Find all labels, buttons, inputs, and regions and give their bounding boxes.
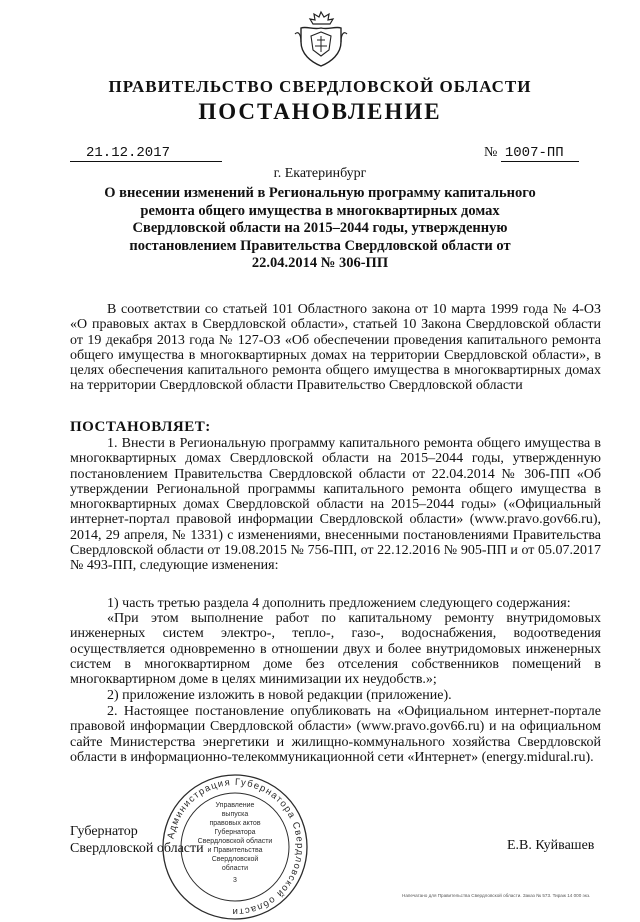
signatory-name: Е.В. Куйвашев xyxy=(507,838,595,853)
stamp-line: выпуска xyxy=(221,811,249,818)
stamp-number: 3 xyxy=(233,877,237,884)
print-footnote: Напечатано для Правительства Свердловской области. Заказ № 573. Тираж 14 000 экз. xyxy=(402,893,591,898)
stamp-line: области xyxy=(221,865,249,872)
stamp-line: Свердловской xyxy=(211,856,259,863)
stamp-line: правовых актов xyxy=(209,820,261,827)
issuer-heading: ПРАВИТЕЛЬСТВО СВЕРДЛОВСКОЙ ОБЛАСТИ xyxy=(108,77,532,96)
signatory-role-line2: Свердловской области xyxy=(70,841,204,856)
item-1-paragraph: 1. Внести в Региональную программу капитального ремонта общего имущества в многоквартирных домах Свердловской области на 2015–2044 годы, утвержденную постановлением Правительства Свердловской области от 22.04.2014 № 306-ПП «Об утверждении Региональной программы капитального ремонта общего имущества в многоквартирных домах Свердловской области на 2015–2044 годы» («Официальный интернет-портал правовой информации Свердловской области» (www.pravo.gov66.ru), 2014, 29 апреля, № 1331) с изменениями, внесенными постановлениями Правительства Свердловской области от 19.08.2015 № 756-ПП, от 22.12.2016 № 905-ПП и от 05.07.2017 № 493-ПП, следующие изменения: xyxy=(70,436,601,574)
number-sign: № xyxy=(484,145,498,160)
item-1-1-paragraph: 1) часть третью раздела 4 дополнить предложением следующего содержания: xyxy=(107,596,571,611)
number-value: 1007-ПП xyxy=(501,145,579,162)
official-stamp xyxy=(160,772,310,922)
document-title: О внесении изменений в Региональную программу капитального ремонта общего имущества в многоквартирных домах Свердловской области на 2015–2044 годы, утвержденную постановлением Правительства Свердловской области от 22.04.2014 № 306-ПП xyxy=(104,185,536,271)
document-kind: ПОСТАНОВЛЕНИЕ xyxy=(198,99,442,124)
resolves-heading: ПОСТАНОВЛЯЕТ: xyxy=(70,419,211,435)
signatory-role-line1: Губернатор xyxy=(70,824,138,839)
stamp-line: Управление xyxy=(215,802,255,809)
stamp-ring-text: Администрация Губернатора Свердловской области xyxy=(165,776,306,918)
coat-of-arms-icon xyxy=(293,8,349,68)
stamp-line: и Правительства xyxy=(207,847,263,854)
document-date: 21.12.2017 xyxy=(70,145,222,162)
city: г. Екатеринбург xyxy=(273,166,367,181)
item-2-paragraph: 2. Настоящее постановление опубликовать на «Официальном интернет-портале правовой информации Свердловской области» (www.pravo.gov66.ru) и на официальном сайте Министерства энергетики и жилищно-коммунального хозяйства Свердловской области в информационно-телекоммуникационной сети «Интернет» (energy.midural.ru). xyxy=(70,704,601,765)
preamble-paragraph: В соответствии со статьей 101 Областного закона от 10 марта 1999 года № 4-ОЗ «О правовых актах в Свердловской области», статьей 10 Закона Свердловской области от 19 декабря 2013 года № 127-ОЗ «Об обеспечении проведения капитального ремонта общего имущества в многоквартирных домах на территории Свердловской области», в целях обеспечения капитального ремонта общего имущества в многоквартирных домах на территории Свердловской области Правительство Свердловской области xyxy=(70,302,601,394)
item-1-2-paragraph: 2) приложение изложить в новой редакции (приложение). xyxy=(107,688,452,703)
stamp-line: Губернатора xyxy=(214,829,256,836)
stamp-line: Свердловской области xyxy=(197,838,273,845)
document-number xyxy=(484,145,601,162)
item-1-1-quote: «При этом выполнение работ по капитальному ремонту внутридомовых инженерных систем электро-, тепло-, газо-, водоснабжения, водоотведения осуществляется одновременно в отношении двух и более внутридомовых инженерных систем в многоквартирном доме без отселения собственников помещений в многоквартирном доме в целях минимизации их неудобств.»; xyxy=(70,611,601,688)
